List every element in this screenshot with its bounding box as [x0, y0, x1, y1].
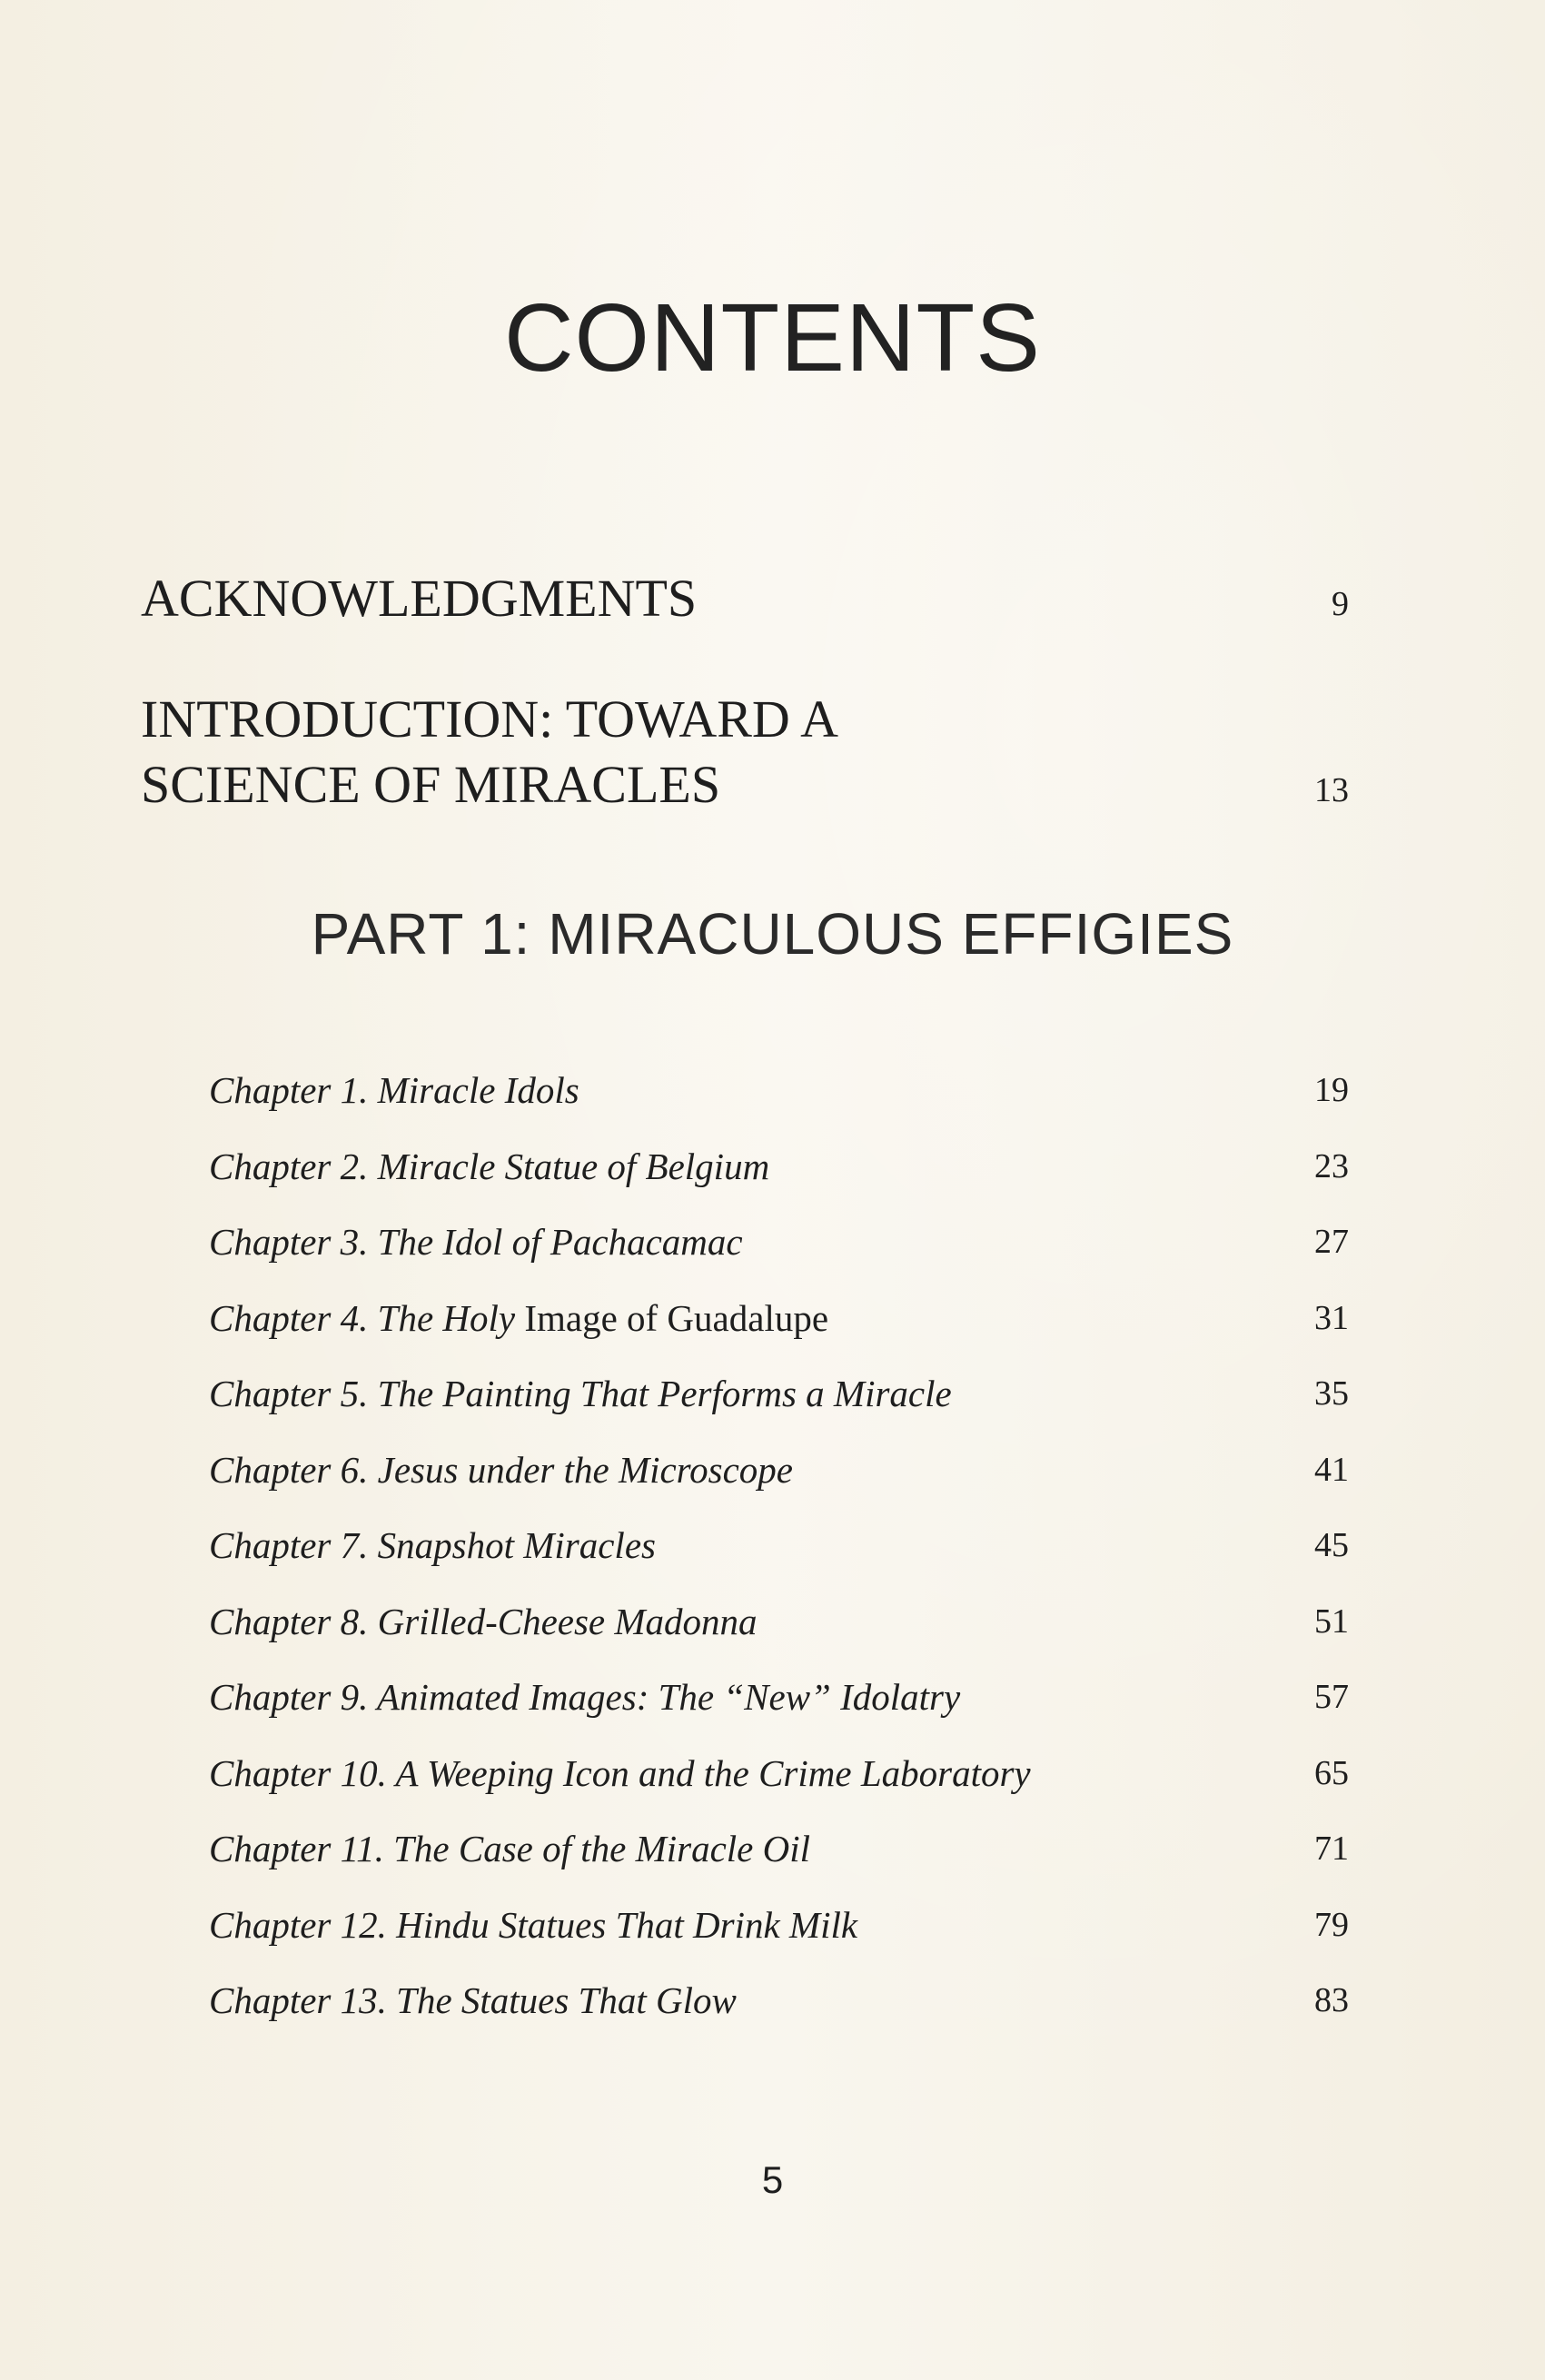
chapter-entry-4[interactable] [209, 1291, 1349, 1367]
chapter-label: Chapter 5. The Painting That Performs a Miracle [209, 1373, 952, 1414]
chapter-label: Chapter 13. The Statues That Glow [209, 1979, 737, 2021]
chapter-entry-9[interactable] [209, 1670, 1349, 1746]
part-heading: PART 1: MIRACULOUS EFFIGIES [311, 901, 1234, 967]
chapter-page: 19 [1314, 1071, 1349, 1109]
chapter-entry-8[interactable] [209, 1594, 1349, 1671]
page-number: 5 [761, 2158, 784, 2201]
chapter-page: 83 [1314, 1981, 1349, 2019]
toc-entry-acknowledgments[interactable] [141, 566, 1349, 631]
chapter-label: Chapter 2. Miracle Statue of Belgium [209, 1145, 770, 1187]
chapter-label: Chapter 9. Animated Images: The “New” Idolatry [209, 1676, 961, 1718]
chapter-label: Chapter 12. Hindu Statues That Drink Milk [209, 1903, 858, 1946]
chapter-entry-13[interactable] [209, 1973, 1349, 2049]
chapter-entry-12[interactable] [209, 1898, 1349, 1974]
chapter-label: Chapter 7. Snapshot Miracles [209, 1524, 656, 1566]
chapter-page: 57 [1314, 1678, 1349, 1716]
chapter-page: 35 [1314, 1374, 1349, 1413]
chapter-entry-6[interactable] [209, 1443, 1349, 1519]
chapter-label: Chapter 3. The Idol of Pachacamac [209, 1221, 743, 1263]
chapter-label: Chapter 6. Jesus under the Microscope [209, 1448, 793, 1491]
chapter-entry-10[interactable] [209, 1746, 1349, 1822]
chapter-page: 23 [1314, 1146, 1349, 1185]
contents-heading: CONTENTS [504, 284, 1041, 392]
chapter-label: Chapter 11. The Case of the Miracle Oil [209, 1828, 811, 1869]
toc-entry-title-line1: INTRODUCTION: TOWARD A [141, 689, 838, 749]
toc-entry-title: ACKNOWLEDGMENTS [141, 569, 698, 628]
chapter-page: 79 [1314, 1905, 1349, 1944]
chapter-page: 41 [1314, 1450, 1349, 1489]
chapter-list [209, 1063, 1349, 2049]
toc-entry-page: 9 [1332, 585, 1349, 623]
chapter-page: 71 [1314, 1830, 1349, 1868]
toc-entry-page: 13 [1314, 771, 1349, 809]
chapter-page: 65 [1314, 1753, 1349, 1792]
toc-entry-title-line2: SCIENCE OF MIRACLES [141, 755, 721, 814]
chapter-label: Chapter 1. Miracle Idols [209, 1069, 579, 1111]
chapter-page: 51 [1314, 1602, 1349, 1641]
chapter-label-italic: Chapter 4. The Holy [209, 1296, 516, 1339]
toc-entry-introduction[interactable] [141, 687, 1349, 818]
chapter-label: Chapter 10. A Weeping Icon and the Crime Laboratory [209, 1751, 1031, 1794]
chapter-entry-11[interactable] [209, 1821, 1349, 1898]
chapter-entry-5[interactable] [209, 1366, 1349, 1443]
chapter-entry-1[interactable] [209, 1063, 1349, 1139]
chapter-label-upright: Image of Guadalupe [515, 1296, 829, 1339]
chapter-page: 27 [1314, 1223, 1349, 1261]
chapter-page: 45 [1314, 1526, 1349, 1564]
chapter-entry-3[interactable] [209, 1215, 1349, 1291]
chapter-entry-7[interactable] [209, 1518, 1349, 1594]
chapter-entry-2[interactable] [209, 1139, 1349, 1215]
chapter-page: 31 [1314, 1298, 1349, 1337]
chapter-label: Chapter 8. Grilled-Cheese Madonna [209, 1600, 758, 1642]
